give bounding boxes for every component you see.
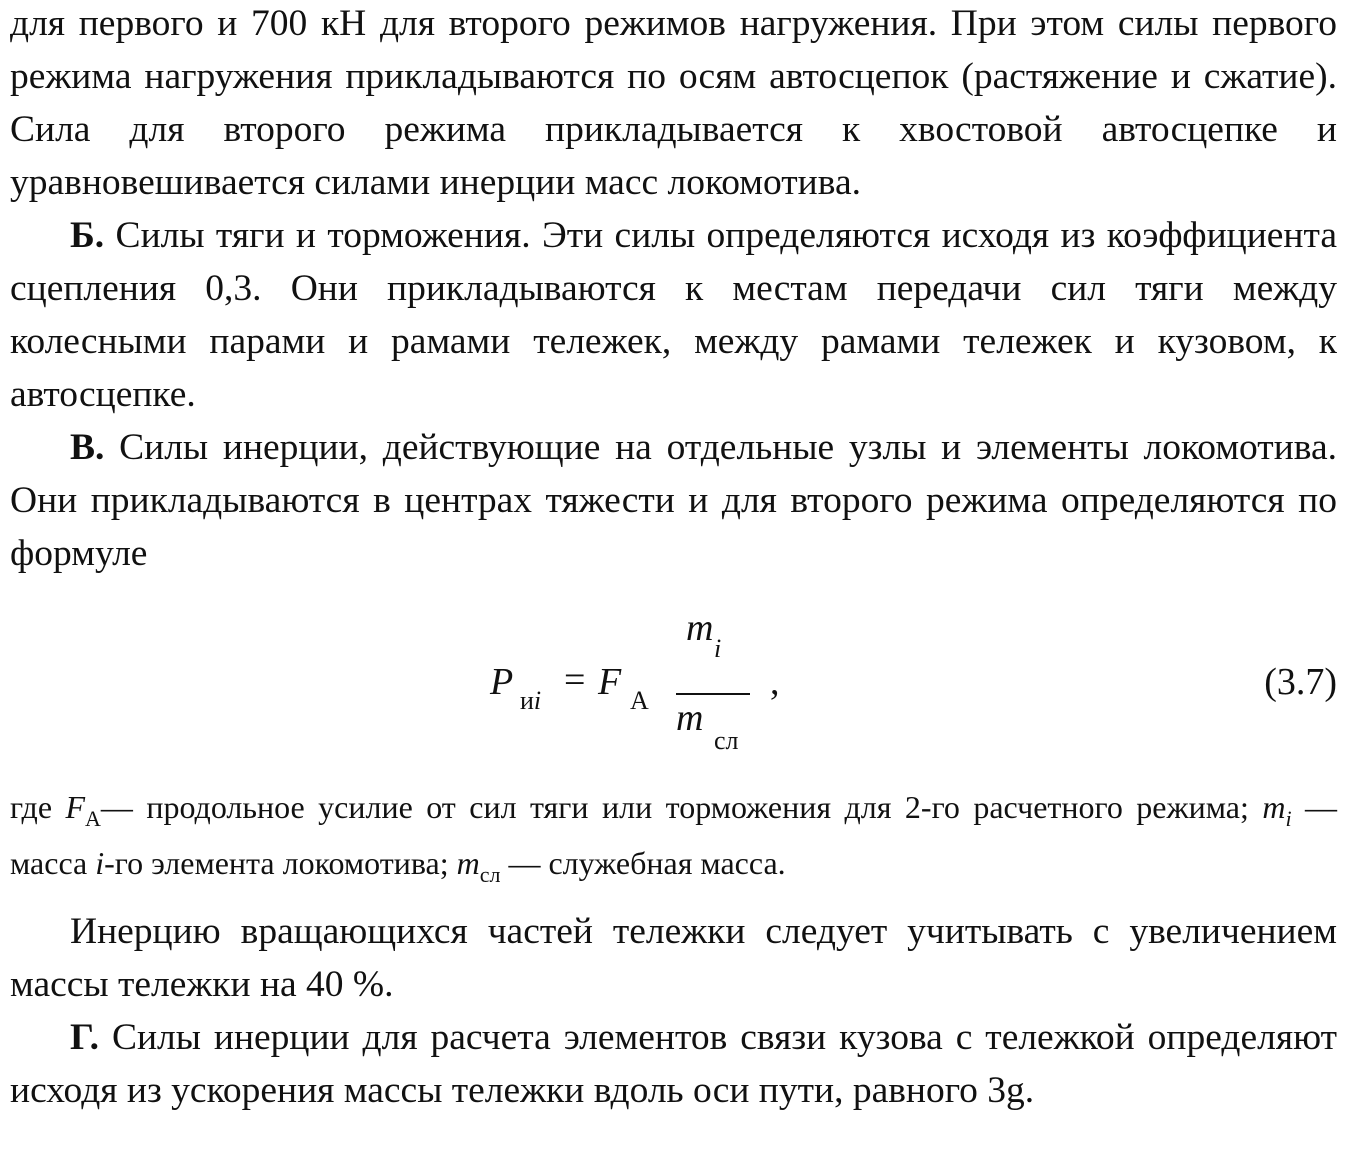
formula-comma: , [770, 661, 780, 703]
formula-subscript-f: А [630, 686, 649, 715]
formula-denominator: m [676, 697, 704, 739]
formula-subscript-p: иi [520, 686, 542, 715]
formula-numerator-subscript: i [714, 634, 722, 663]
formula-block [10, 580, 1337, 785]
paragraph-rotating-parts: Инерцию вращающихся частей тележки следует учитывать с увеличением массы тележки на 40 %. [10, 911, 1337, 1005]
section-letter-g: Г. [70, 1017, 100, 1058]
equation-number: (3.7) [1264, 661, 1337, 703]
paragraph-loading-modes: для первого и 700 кН для второго режимов нагружения. При этом силы первого режима нагружения прикладываются по осям автосцепок (растяжение и сжатие). Сила для второго режима прикладывается к хвостовой автосцепке и уравновешивается силами инерции масс локомотива. [10, 3, 1337, 203]
section-letter-b: Б. [70, 215, 105, 256]
document-page [10, 0, 1337, 1117]
paragraph-bogie-inertia: Г. Силы инерции для расчета элементов связи кузова с тележкой определяют исходя из ускорения массы тележки вдоль оси пути, равного 3g. [10, 1017, 1337, 1111]
formula-explanation: где $F_А—$ продольное усилие от сил тяги или торможения для 2-го расчетного режима; $m_i$ — масса i-го элемента локомотива; $m_{сл}$ — служебная масса. [10, 789, 1338, 887]
formula-symbol-p: P [490, 661, 514, 703]
formula-3-7 [490, 598, 810, 755]
paragraph-inertia-forces: В. Силы инерции, действующие на отдельные узлы и элементы локомотива. Они прикладываются в центрах тяжести и для второго режима определяются по формуле [10, 427, 1337, 574]
paragraph-traction-forces: Б. Силы тяги и торможения. Эти силы определяются исходя из коэффициента сцепления 0,3. Они прикладываются к местам передачи сил тяги между колесными парами и рамами тележек, между рамами тележек и кузовом, к автосцепке. [10, 215, 1337, 415]
formula-fraction-bar [676, 693, 750, 695]
formula-denominator-subscript: сл [714, 726, 739, 755]
formula-equals: = [564, 659, 586, 701]
section-letter-v: В. [70, 427, 105, 468]
formula-numerator: m [686, 607, 714, 649]
formula-symbol-f: F [598, 661, 622, 703]
